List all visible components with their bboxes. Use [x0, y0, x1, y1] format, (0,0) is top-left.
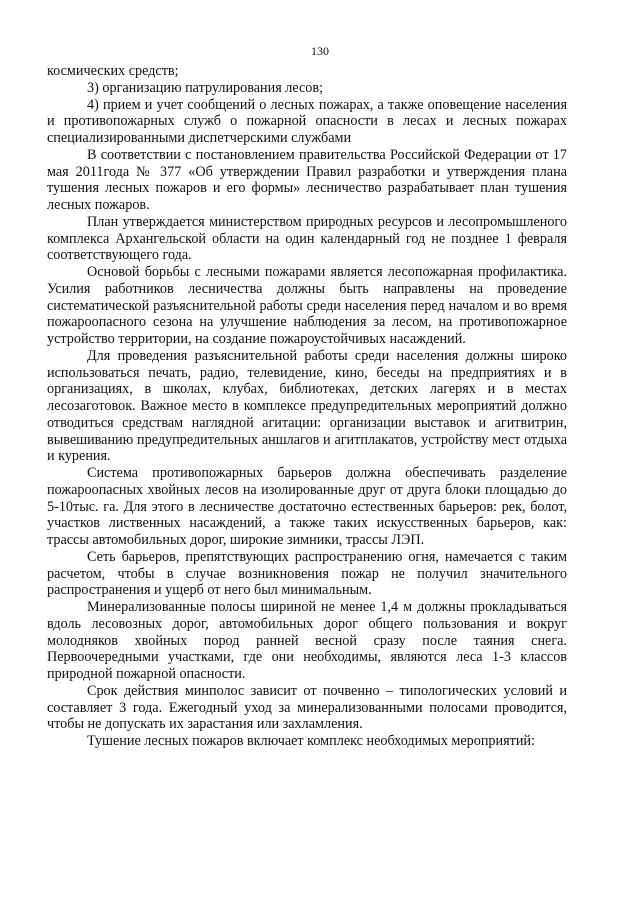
paragraph-barriers: Система противопожарных барьеров должна обеспечивать разделение пожароопасных хвойных лесов на изолированные друг от друга блоки площадью до 5-10тыс. га. Для этого в лесничестве достаточно естественных барьеров: рек, болот, участков лиственных насаждений, а также таких искусственных барьеров, как: трассы автомобильных дорог, широкие зимники, трассы ЛЭП. [47, 465, 567, 548]
paragraph-outreach: Для проведения разъяснительной работы среди населения должны широко использоваться печать, радио, телевидение, кино, беседы на предприятиях и в организациях, в школах, клубах, библиотеках, детских лагерях и в местах лесозаготовок. Важное место в комплексе предупредительных мероприятий должно отводиться средствам наглядной агитации: организации выставок и агитвитрин, вывешиванию предупредительных аншлагов и агитплакатов, устройству мест отдыха и курения. [47, 347, 567, 465]
paragraph-strip-maintenance: Срок действия минполос зависит от почвенно – типологических условий и составляет 3 года. Ежегодный уход за минерализованными полосами проводится, чтобы не допускать их зарастания или захламления. [47, 682, 567, 733]
paragraph-barrier-network: Сеть барьеров, препятствующих распространению огня, намечается с таким расчетом, чтобы в случае возникновения пожар не получил значительного распространения и ущерб от него был минимальным. [47, 548, 567, 599]
paragraph-plan-approval: План утверждается министерством природных ресурсов и лесопромышленого комплекса Архангельской области на один календарный год не позднее 1 февраля соответствующего года. [47, 213, 567, 264]
page-number: 130 [311, 44, 329, 58]
list-item-reports: 4) прием и учет сообщений о лесных пожарах, а также оповещение населения и противопожарных служб о пожарной опасности в лесах и лесных пожарах специализированными диспетчерскими службами [47, 96, 567, 146]
body-text [47, 63, 567, 750]
paragraph-prevention: Основой борьбы с лесными пожарами является лесопожарная профилактика. Усилия работников лесничества должны быть направлены на проведение систематической разъяснительной работы среди населения перед началом и во время пожароопасного сезона на улучшение наблюдения за лесом, на противопожарное устройство территории, на создание пожароустойчивых насаждений. [47, 264, 567, 347]
list-item-patrol: 3) организацию патрулирования лесов; [87, 79, 324, 96]
paragraph-firefighting: Тушение лесных пожаров включает комплекс необходимых мероприятий: [87, 733, 535, 749]
paragraph-mineralized-strips: Минерализованные полосы шириной не менее 1,4 м должны прокладываться вдоль лесовозных дорог, автомобильных дорог общего пользования и вокруг молодняков хвойных пород ранней весной сразу после таяния снега. Первоочередными участками, где они необходимы, являются леса 1-3 классов природной пожарной опасности. [47, 599, 567, 682]
paragraph-government-decree: В соответствии с постановлением правительства Российской Федерации от 17 мая 2011года № 377 «Об утверждении Правил разработки и утверждения плана тушения лесных пожаров и его формы» лесничество разрабатывает план тушения лесных пожаров. [47, 146, 567, 213]
paragraph-continuation: космических средств; [47, 63, 179, 79]
